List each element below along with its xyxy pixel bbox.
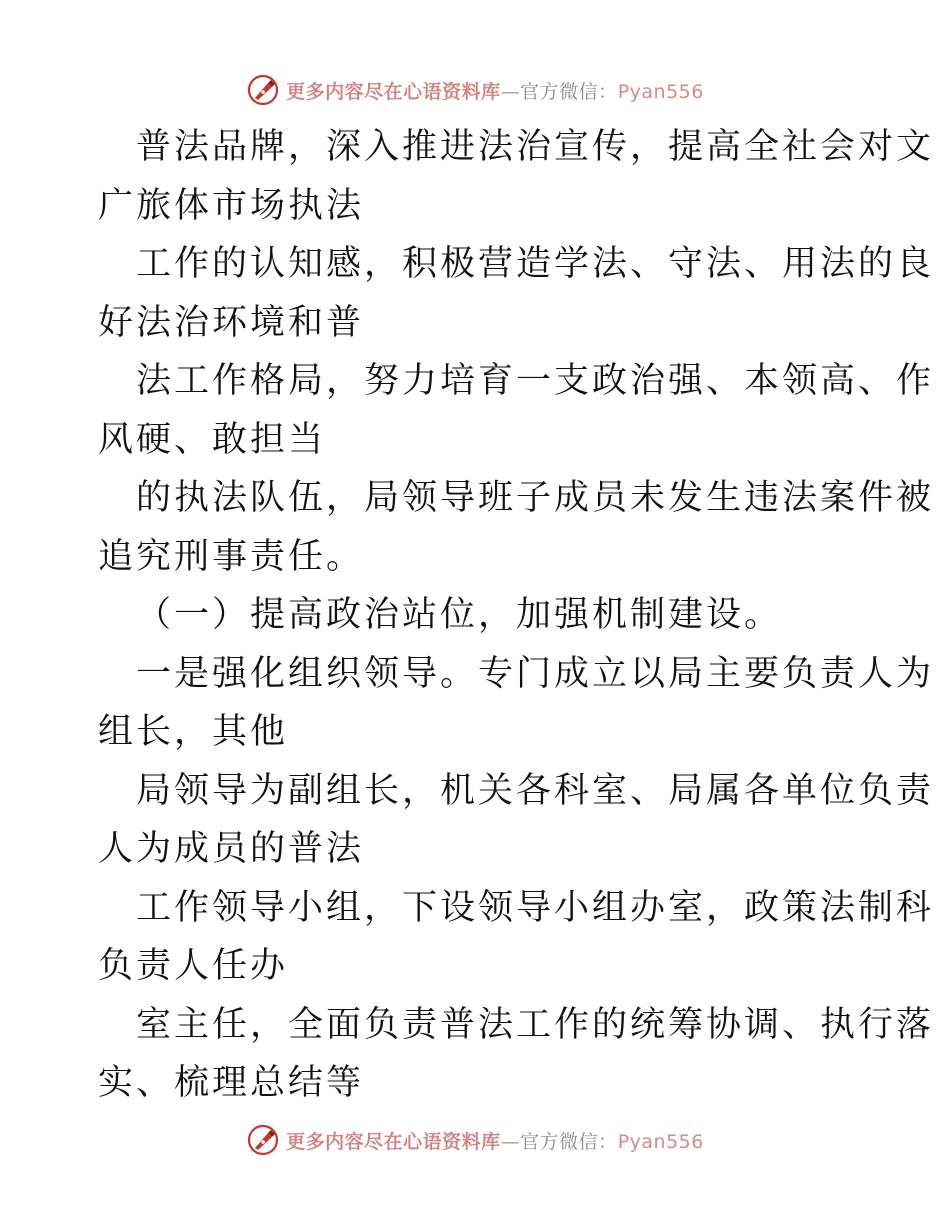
watermark-wechat-id: Pyan556 [617, 1130, 704, 1153]
document-body [98, 118, 935, 1113]
text-line: 工作的认知感，积极营造学法、守法、用法的良 [136, 244, 935, 284]
text-line: 组长，其他 [98, 712, 289, 752]
text-line: 负责人任办 [98, 946, 289, 986]
watermark-group [246, 1123, 704, 1157]
text-line: 人为成员的普法 [98, 829, 365, 869]
text-line: 室主任，全面负责普法工作的统筹协调、执行落 [136, 1004, 935, 1045]
text-line: 追究刑事责任。 [98, 536, 365, 577]
text-line: 风硬、敢担当 [98, 419, 327, 460]
watermark-wechat-id: Pyan556 [617, 80, 704, 103]
header-watermark [0, 70, 950, 110]
text-line: 工作领导小组，下设领导小组办室，政策法制科 [136, 887, 935, 928]
watermark-brand: 更多内容尽在心语资料库 [286, 80, 501, 103]
text-line: 好法治环境和普 [98, 302, 365, 343]
watermark-brand: 更多内容尽在心语资料库 [286, 1130, 501, 1153]
text-line: 广旅体市场执法 [98, 185, 365, 226]
watermark-group [246, 73, 704, 107]
watermark-separator: — [500, 80, 521, 103]
text-line: （一）提高政治站位，加强机制建设。 [136, 595, 783, 635]
text-line: 普法品牌，深入推进法治宣传，提高全社会对文 [136, 127, 935, 167]
text-line: 实、梳理总结等 [98, 1063, 365, 1103]
footer-watermark [0, 1120, 950, 1160]
pen-nib-logo-icon [246, 1123, 280, 1157]
text-line: 一是强化组织领导。专门成立以局主要负责人为 [136, 653, 935, 694]
watermark-text [286, 77, 704, 104]
pen-nib-logo-icon [246, 73, 280, 107]
text-line: 法工作格局，努力培育一支政治强、本领高、作 [136, 361, 935, 401]
watermark-wechat-label: 官方微信： [520, 80, 618, 103]
watermark-separator: — [500, 1130, 521, 1153]
text-line: 局领导为副组长，机关各科室、局属各单位负责 [136, 770, 935, 811]
watermark-wechat-label: 官方微信： [520, 1130, 618, 1153]
watermark-text [286, 1127, 704, 1154]
text-line: 的执法队伍，局领导班子成员未发生违法案件被 [136, 478, 935, 518]
